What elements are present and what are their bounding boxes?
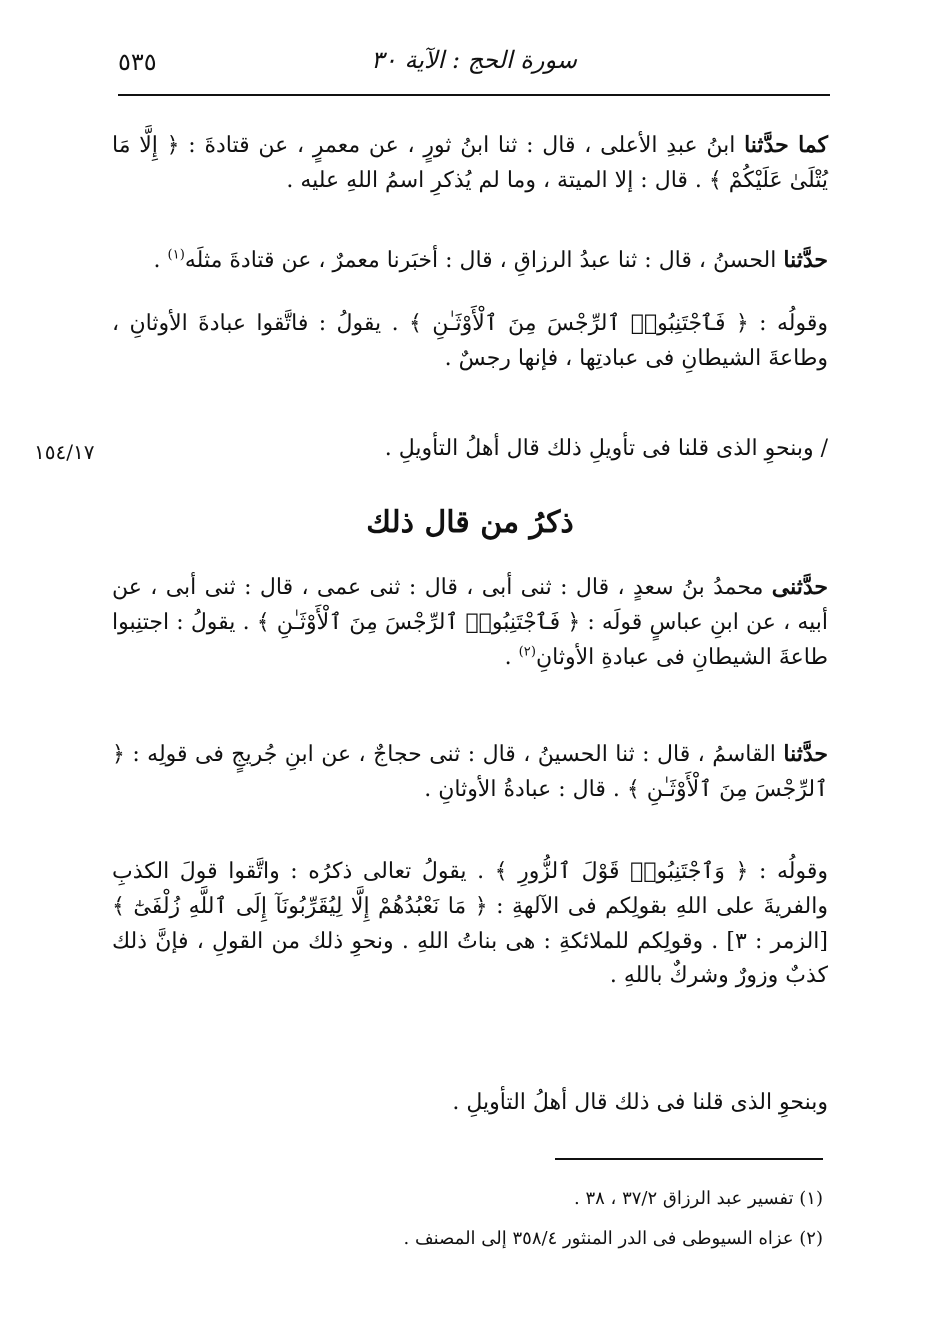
paragraph-2 bbox=[112, 243, 828, 279]
paragraph-text: وبنحوِ الذى قلنا فى ذلك قال أهلُ التأويلِ . bbox=[452, 1090, 828, 1115]
paragraph-text: / وبنحوِ الذى قلنا فى تأويلِ ذلك قال أهلُ التأويلِ . bbox=[384, 436, 828, 461]
paragraph-3 bbox=[112, 307, 828, 377]
footnote-separator bbox=[555, 1158, 823, 1160]
paragraph-text: ابنُ عبدِ الأعلى ، قال : ثنا ابنُ ثورٍ ، عن معمرٍ ، عن قتادةَ : ﴿ إِلَّا مَا يُتْلَىٰ عَلَيْكُمْ ﴾ . قال : إلا الميتة ، وما لم يُذكرِ اسمُ اللهِ عليه . bbox=[112, 133, 828, 193]
narration-lead: كما حدَّثنا bbox=[744, 132, 829, 158]
narration-lead: حدَّثنا bbox=[783, 247, 828, 273]
paragraph-text: محمدُ بنُ سعدٍ ، قال : ثنى أبى ، قال : ثنى عمى ، قال : ثنى أبى ، عن أبيه ، عن ابنِ عباسٍ قولَه : ﴿ فَٱجْتَنِبُوا۟ ٱلرِّجْسَ مِنَ ٱلْأَوْثَـٰنِ ﴾ . يقولُ : اجتنِبوا طاعةَ الشيطانِ فى عبادةِ الأوثانِ bbox=[112, 575, 828, 670]
section-heading: ذكرُ من قال ذلك bbox=[366, 505, 574, 540]
running-title: سورة الحج : الآية ٣٠ bbox=[371, 46, 577, 74]
footnote-ref-2: (٢) bbox=[518, 644, 536, 660]
paragraph-text: القاسمُ ، قال : ثنا الحسينُ ، قال : ثنى حجاجٌ ، عن ابنِ جُريجٍ فى قولِه : ﴿ ٱلرِّجْسَ مِنَ ٱلْأَوْثَـٰنِ ﴾ . قال : عبادةُ الأوثانِ . bbox=[112, 742, 828, 802]
footnote-ref-1: (١) bbox=[167, 247, 185, 263]
paragraph-7 bbox=[112, 855, 828, 994]
paragraph-text: الحسنُ ، قال : ثنا عبدُ الرزاقِ ، قال : أخبَرنا معمرٌ ، عن قتادةَ مثلَه bbox=[184, 248, 784, 273]
page-header bbox=[118, 40, 830, 96]
paragraph-8 bbox=[112, 1086, 828, 1121]
page-number: ٥٣٥ bbox=[118, 48, 157, 76]
paragraph-tail: . bbox=[504, 644, 519, 670]
footnote-1: (١) تفسير عبد الرزاق ٣٧/٢ ، ٣٨ . bbox=[574, 1188, 823, 1209]
paragraph-1 bbox=[112, 128, 828, 199]
paragraph-5 bbox=[112, 570, 828, 675]
paragraph-tail: . bbox=[153, 248, 168, 273]
margin-volume-page: ١٥٤/١٧ bbox=[34, 440, 95, 464]
paragraph-6 bbox=[112, 737, 828, 808]
narration-lead: حدَّثنى bbox=[771, 574, 828, 600]
footnote-2: (٢) عزاه السيوطى فى الدر المنثور ٣٥٨/٤ إلى المصنف . bbox=[403, 1228, 823, 1249]
paragraph-text: وقولُه : ﴿ فَٱجْتَنِبُوا۟ ٱلرِّجْسَ مِنَ ٱلْأَوْثَـٰنِ ﴾ . يقولُ : فاتَّقوا عبادةَ الأوثانِ ، وطاعةَ الشيطانِ فى عبادتِها ، فإنها رجسٌ . bbox=[112, 311, 828, 371]
paragraph-4 bbox=[148, 432, 828, 467]
paragraph-text: وقولُه : ﴿ وَٱجْتَنِبُوا۟ قَوْلَ ٱلزُّورِ ﴾ . يقولُ تعالى ذكرُه : واتَّقوا قولَ الكذبِ والفريةَ على اللهِ بقولِكم فى الآلهةِ : ﴿ مَا نَعْبُدُهُمْ إِلَّا لِيُقَرِّبُونَآ إِلَى ٱللَّهِ زُلْفَىٰٓ ﴾ [الزمر : ٣] . وقولِكم للملائكةِ : هى بناتُ اللهِ . ونحوِ ذلك من القولِ ، فإنَّ ذلك كذبٌ وزورٌ وشركٌ باللهِ . bbox=[112, 859, 829, 989]
narration-lead: حدَّثنا bbox=[783, 741, 828, 767]
